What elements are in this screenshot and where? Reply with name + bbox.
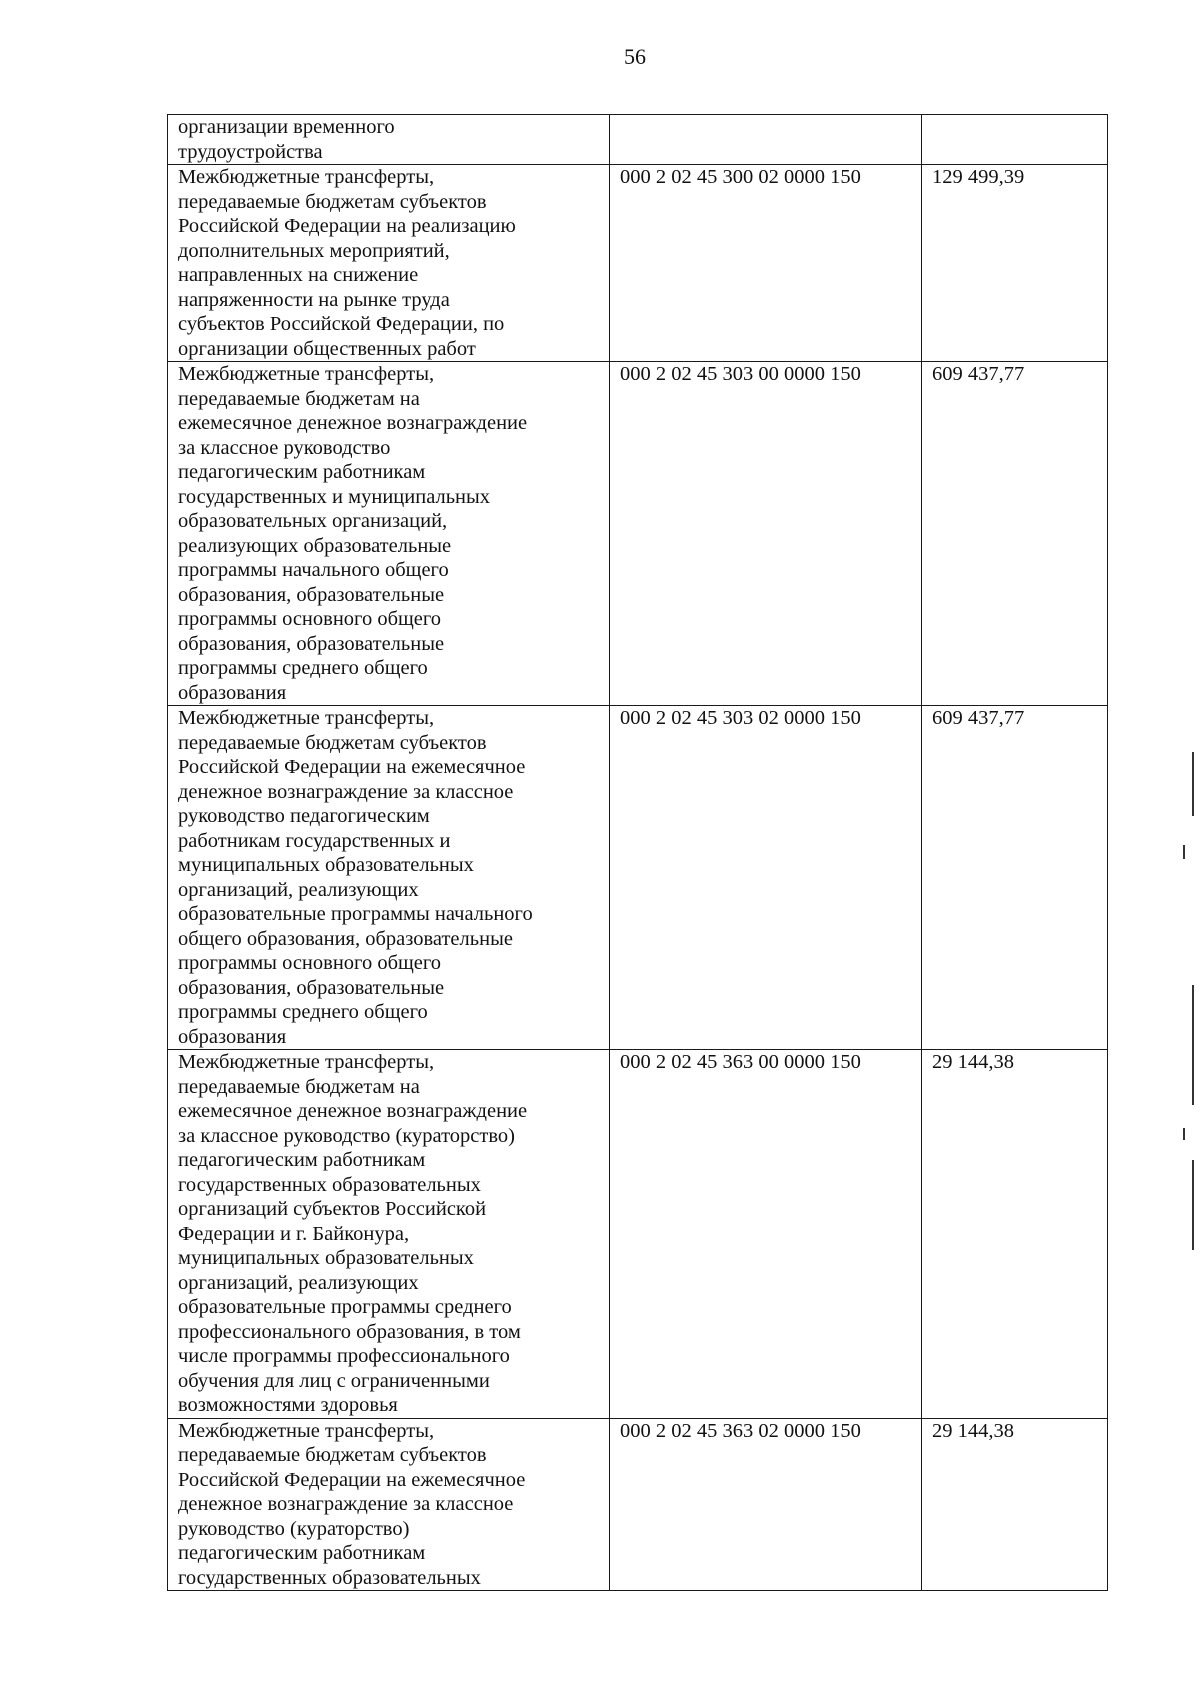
row-description: Межбюджетные трансферты, передаваемые бюджетам субъектов Российской Федерации на реализацию дополнительных мероприятий, направленных на снижение напряженности на рынке труда субъектов Российской Федерации, по организации общественных работ (168, 165, 610, 362)
scan-artifact-line (1192, 752, 1194, 816)
row-amount: 29 144,38 (922, 1418, 1108, 1591)
row-amount: 609 437,77 (922, 362, 1108, 706)
scan-artifact-line (1192, 985, 1194, 1105)
row-description: организации временного трудоустройства (168, 115, 610, 165)
row-code: 000 2 02 45 303 02 0000 150 (610, 706, 922, 1050)
row-description: Межбюджетные трансферты, передаваемые бюджетам на ежемесячное денежное вознаграждение за классное руководство (кураторство) педагогическим работникам государственных образовательных организаций субъектов Российской Федерации и г. Байконура, муниципальных образовательных организаций, реализующих образовательные программы среднего профессионального образования, в том числе программы профессионального обучения для лиц с ограниченными возможностями здоровья (168, 1050, 610, 1419)
table-row (168, 165, 1108, 362)
table-row (168, 1418, 1108, 1591)
page-number: 56 (624, 44, 646, 69)
row-description: Межбюджетные трансферты, передаваемые бюджетам субъектов Российской Федерации на ежемесячное денежное вознаграждение за классное руководство (кураторство) педагогическим работникам государственных образовательных (168, 1418, 610, 1591)
scan-artifact-line (1183, 845, 1185, 859)
row-code (610, 115, 922, 165)
row-code: 000 2 02 45 363 00 0000 150 (610, 1050, 922, 1419)
row-description: Межбюджетные трансферты, передаваемые бюджетам субъектов Российской Федерации на ежемесячное денежное вознаграждение за классное руководство педагогическим работникам государственных и муниципальных образовательных организаций, реализующих образовательные программы начального общего образования, образовательные программы основного общего образования, образовательные программы среднего общего образования (168, 706, 610, 1050)
row-code: 000 2 02 45 300 02 0000 150 (610, 165, 922, 362)
table-row (168, 1050, 1108, 1419)
row-code: 000 2 02 45 303 00 0000 150 (610, 362, 922, 706)
scan-artifact-line (1183, 1128, 1185, 1140)
row-code: 000 2 02 45 363 02 0000 150 (610, 1418, 922, 1591)
row-amount: 29 144,38 (922, 1050, 1108, 1419)
row-description: Межбюджетные трансферты, передаваемые бюджетам на ежемесячное денежное вознаграждение за классное руководство педагогическим работникам государственных и муниципальных образовательных организаций, реализующих образовательные программы начального общего образования, образовательные программы основного общего образования, образовательные программы среднего общего образования (168, 362, 610, 706)
row-amount: 129 499,39 (922, 165, 1108, 362)
table-row (168, 362, 1108, 706)
budget-table (167, 114, 1108, 1591)
table-row (168, 706, 1108, 1050)
scan-artifact-line (1192, 1160, 1194, 1250)
row-amount (922, 115, 1108, 165)
row-amount: 609 437,77 (922, 706, 1108, 1050)
table-row (168, 115, 1108, 165)
